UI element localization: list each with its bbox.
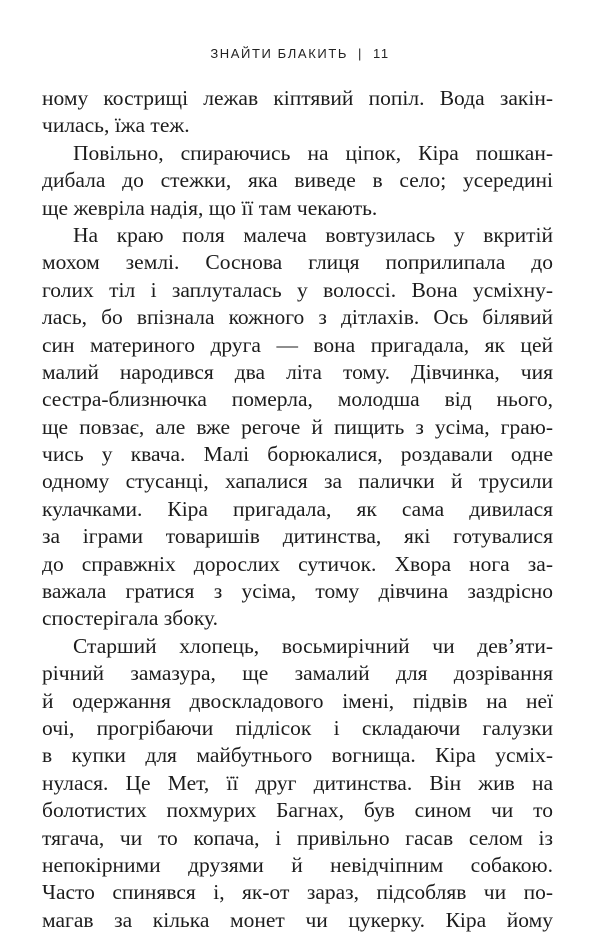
page-number: 11 bbox=[372, 46, 390, 61]
text-line: ще повзає, але вже регоче й пищить з усіма, граю- bbox=[42, 414, 553, 439]
text-line: Старший хлопець, восьмирічний чи дев’яти- bbox=[73, 633, 553, 658]
paragraph bbox=[42, 222, 553, 633]
text-line: син материного друга — вона пригадала, як цей bbox=[42, 332, 553, 357]
paragraph bbox=[42, 85, 553, 140]
text-line: дибала до стежки, яка виведе в село; усередині bbox=[42, 168, 553, 193]
text-line: ще жевріла надія, що її там чекають. bbox=[42, 195, 378, 220]
text-line: магав за кілька монет чи цукерку. Кіра йому bbox=[42, 907, 553, 932]
running-header bbox=[0, 46, 600, 61]
text-line: одному стусанці, хапалися за палички й трусили bbox=[42, 469, 553, 494]
paragraph bbox=[42, 633, 553, 934]
text-line: Часто спинявся і, як-от зараз, підсобляв чи по- bbox=[42, 880, 553, 905]
header-separator: | bbox=[358, 46, 363, 61]
text-line: Повільно, спираючись на ціпок, Кіра пошкан- bbox=[73, 140, 553, 165]
text-line: чись у квача. Малі борюкалися, роздавали одне bbox=[42, 442, 553, 467]
text-line: спостерігала збоку. bbox=[42, 606, 219, 631]
text-line: болотистих похмурих Багнах, був сином чи то bbox=[42, 798, 553, 823]
text-line: ному кострищі лежав кіптявий попіл. Вода закін- bbox=[42, 86, 553, 110]
text-line: й одержання двоскладового імені, підвів на неї bbox=[42, 688, 553, 713]
text-line: очі, прогрібаючи підлісок і складаючи галузки bbox=[42, 715, 553, 740]
text-line: малий народився два літа тому. Дівчинка, чия bbox=[42, 359, 553, 384]
text-line: до справжніх дорослих сутичок. Хвора нога за- bbox=[42, 551, 553, 576]
text-line: На краю поля малеча вовтузилась у вкритій bbox=[73, 222, 553, 247]
text-line: тягача, чи то копача, і привільно гасав селом із bbox=[42, 825, 553, 850]
text-line: важала гратися з усіма, тому дівчина заздрісно bbox=[42, 579, 553, 604]
text-line: чилась, їжа теж. bbox=[42, 113, 190, 138]
text-line: за іграми товаришів дитинства, які готувалися bbox=[42, 524, 553, 549]
text-line: річний замазура, ще замалий для дозрівання bbox=[42, 661, 553, 686]
book-title: ЗНАЙТИ БЛАКИТЬ bbox=[210, 46, 348, 61]
text-line: нулася. Це Мет, її друг дитинства. Він жив на bbox=[42, 770, 553, 795]
text-line: кулачками. Кіра пригадала, як сама дивилася bbox=[42, 496, 553, 521]
text-line: мохом землі. Соснова глиця поприлипала до bbox=[42, 250, 553, 275]
page-body bbox=[42, 85, 553, 934]
text-line: голих тіл і заплуталась у волоссі. Вона усміхну- bbox=[42, 277, 553, 302]
text-line: непокірними друзями й невідчіпним собакою. bbox=[42, 852, 553, 877]
text-line: лась, бо впізнала кожного з дітлахів. Ось білявий bbox=[42, 305, 553, 330]
paragraph bbox=[42, 140, 553, 222]
text-line: сестра-близнючка померла, молодша від нього, bbox=[42, 387, 553, 412]
text-line: в купки для майбутнього вогнища. Кіра усміх- bbox=[42, 743, 553, 768]
